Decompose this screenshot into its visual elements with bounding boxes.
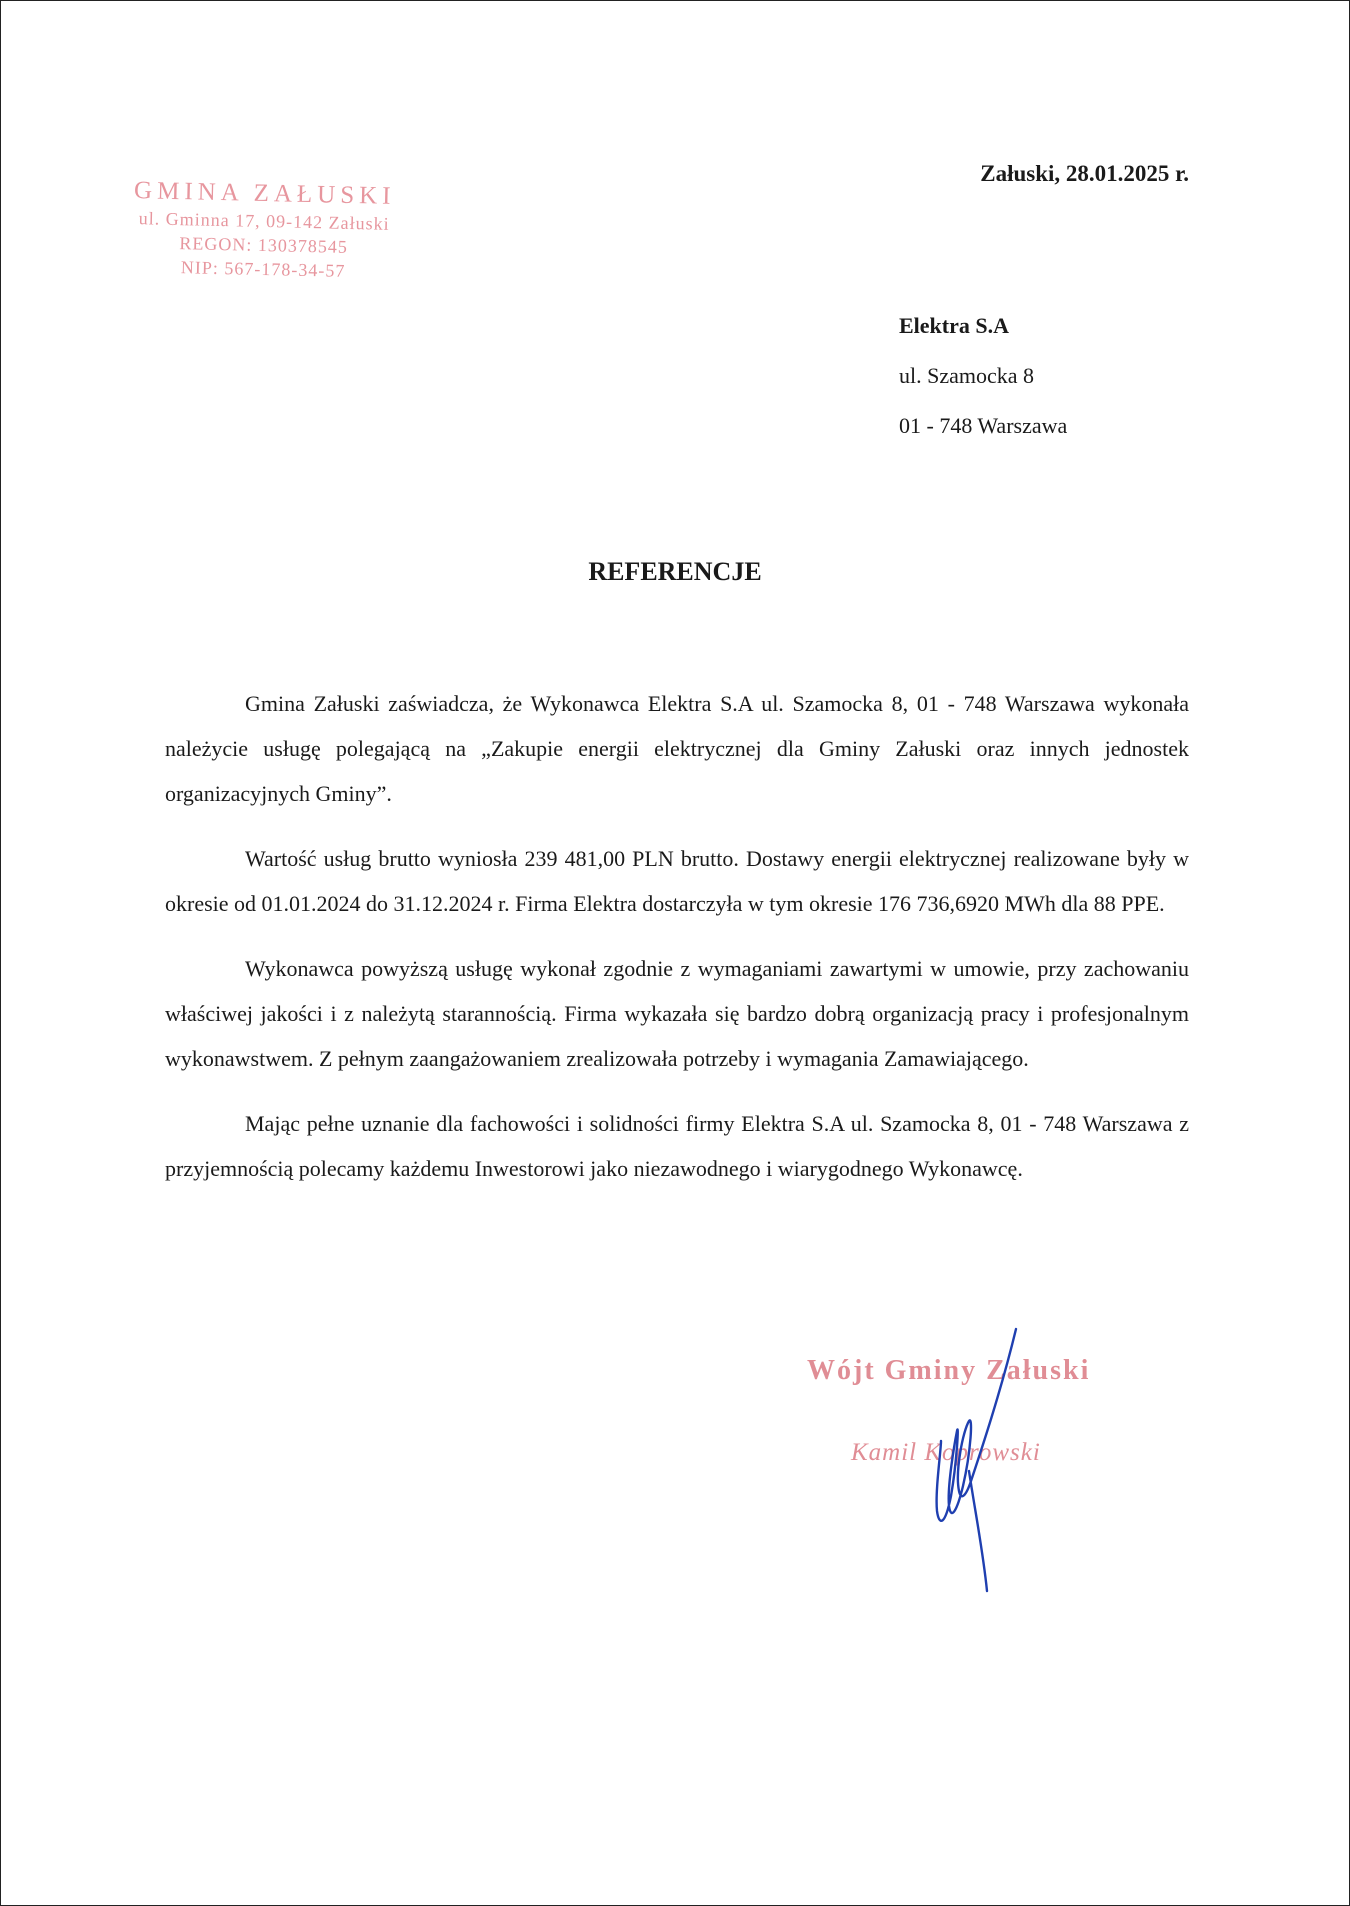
- date-line: Załuski, 28.01.2025 r.: [980, 161, 1189, 186]
- signature-stamp-title: Wójt Gminy Załuski: [807, 1355, 1091, 1386]
- stamp-regon: REGON: 130378545: [179, 233, 349, 257]
- document-title: REFERENCJE: [588, 557, 762, 586]
- paragraph: Wartość usług brutto wyniosła 239 481,00 PLN brutto. Dostawy energii elektrycznej realizowane były w okresie od 01.01.2024 do 31.12.2024 r. Firma Elektra dostarczyła w tym okresie 176 736,6920 MWh dla 88 PPE.: [165, 846, 1189, 916]
- recipient-address: [899, 309, 1067, 459]
- recipient-street: ul. Szamocka 8: [899, 363, 1035, 388]
- handwritten-signature: [911, 1321, 1031, 1601]
- recipient-name: Elektra S.A: [899, 313, 1009, 338]
- paragraph: Mając pełne uznanie dla fachowości i solidności firmy Elektra S.A ul. Szamocka 8, 01 - 748 Warszawa z przyjemnością polecamy każdemu Inwestorowi jako niezawodnego i wiarygodnego Wykonawcę.: [165, 1111, 1189, 1181]
- stamp-name: GMINA ZAŁUSKI: [133, 177, 396, 210]
- stamp-address: ul. Gminna 17, 09-142 Załuski: [138, 208, 390, 234]
- paragraph: Wykonawca powyższą usługę wykonał zgodnie z wymaganiami zawartymi w umowie, przy zachowaniu właściwej jakości i z należytą starannością. Firma wykazała się bardzo dobrą organizacją pracy i profesjonalnym wykonawstwem. Z pełnym zaangażowaniem zrealizowała potrzeby i wymagania Zamawiającego.: [165, 956, 1189, 1071]
- stamp-nip: NIP: 567-178-34-57: [180, 257, 346, 281]
- municipality-stamp: [108, 175, 420, 284]
- recipient-city: 01 - 748 Warszawa: [899, 413, 1068, 438]
- letter-body: [165, 681, 1189, 1211]
- signature-stamp-name: Kamil Koprowski: [851, 1439, 1041, 1466]
- paragraph: Gmina Załuski zaświadcza, że Wykonawca Elektra S.A ul. Szamocka 8, 01 - 748 Warszawa wykonała należycie usługę polegającą na „Zakupie energii elektrycznej dla Gminy Załuski oraz innych jednostek organizacyjnych Gminy”.: [165, 691, 1189, 806]
